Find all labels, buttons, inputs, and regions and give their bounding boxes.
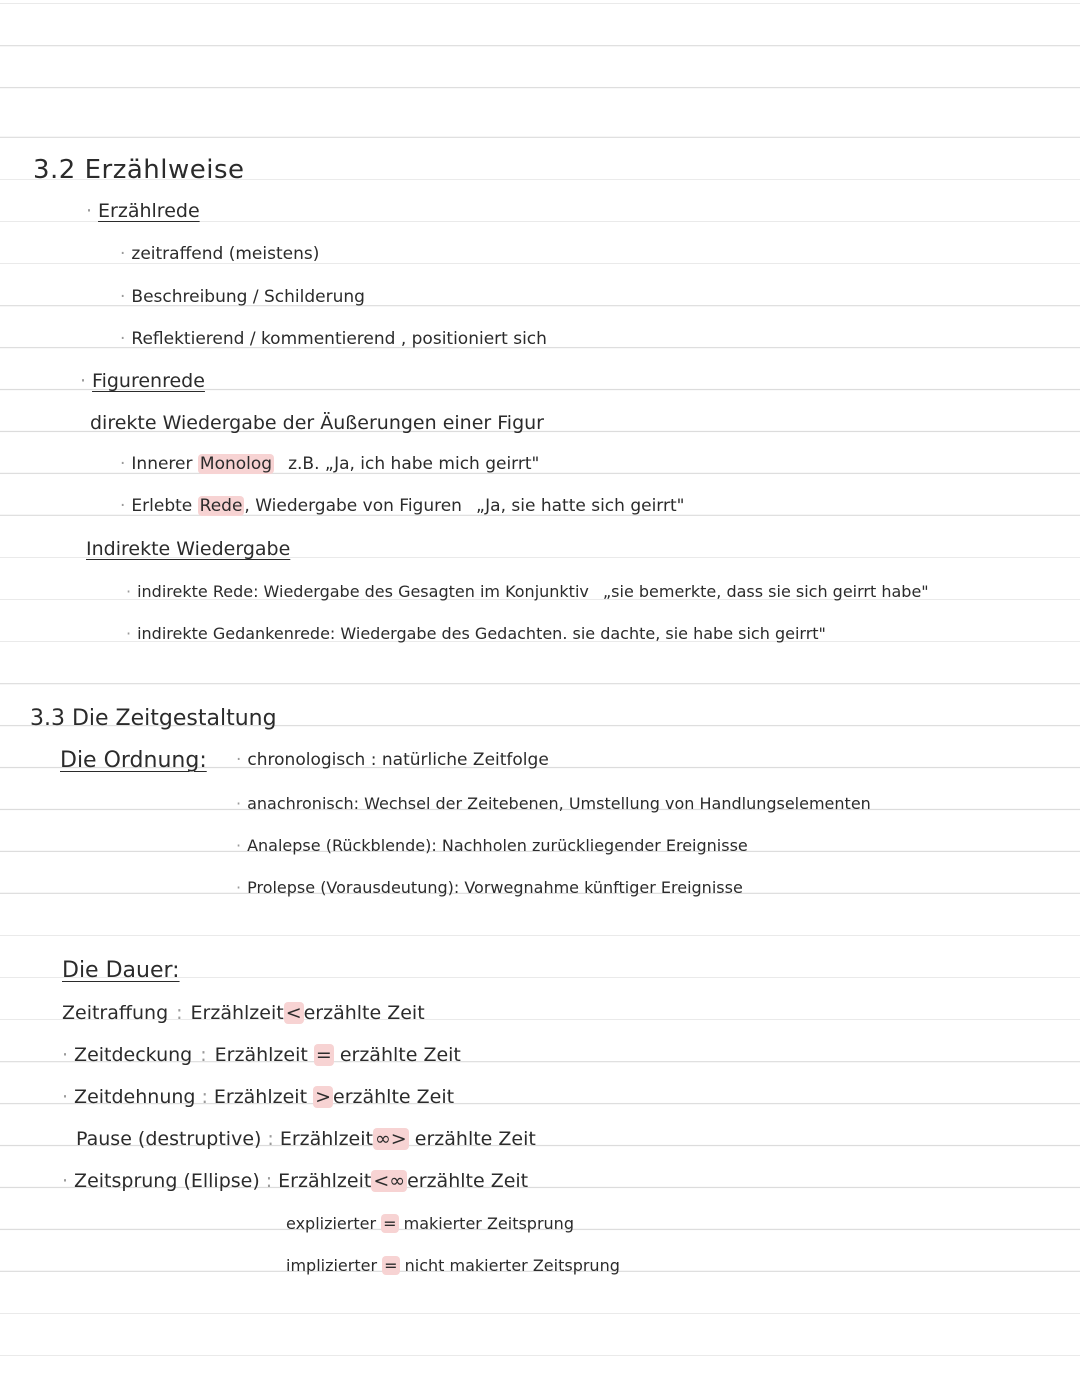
- ordnung-item: · anachronisch: Wechsel der Zeitebenen, Umstellung von Handlungselementen: [236, 794, 871, 813]
- section-title-zeitgestaltung: 3.3 Die Zeitgestaltung: [30, 706, 277, 731]
- innerer-monolog-line: · Innerer Monolog z.B. „Ja, ich habe mich geirrt": [120, 454, 540, 474]
- section-title-erzaehlweise: 3.2 Erzählweise: [33, 155, 245, 185]
- highlight-monolog: Monolog: [199, 454, 273, 474]
- dauer-item: · Zeitdehnung : Erzählzeit > erzählte Zeit: [62, 1086, 455, 1108]
- erzaehlrede-item: · zeitraffend (meistens): [120, 244, 320, 264]
- erzaehlrede-item: · Reflektierend / kommentierend , positioniert sich: [120, 329, 547, 349]
- erzaehlrede-item: · Beschreibung / Schilderung: [120, 287, 365, 307]
- dauer-item: · Zeitsprung (Ellipse) : Erzählzeit <∞ erzählte Zeit: [62, 1170, 529, 1192]
- indirekte-rede-line: · indirekte Rede: Wiedergabe des Gesagten im Konjunktiv „sie bemerkte, dass sie sich geirrt habe": [126, 582, 929, 601]
- dauer-heading: Die Dauer:: [62, 958, 180, 983]
- dauer-item: · Zeitdeckung : Erzählzeit = erzählte Zeit: [62, 1044, 461, 1066]
- ordnung-item: · chronologisch : natürliche Zeitfolge: [236, 750, 549, 770]
- indirekte-wiedergabe-heading: Indirekte Wiedergabe: [86, 538, 291, 560]
- dauer-item: Pause (destruptive) : Erzählzeit ∞> erzählte Zeit: [76, 1128, 536, 1150]
- erzaehlrede-heading: · Erzählrede: [86, 200, 200, 222]
- ordnung-item: · Analepse (Rückblende): Nachholen zurückliegender Ereignisse: [236, 836, 748, 855]
- erlebte-rede-line: · Erlebte Rede , Wiedergabe von Figuren „Ja, sie hatte sich geirrt": [120, 496, 685, 516]
- zeitsprung-note: explizierter = makierter Zeitsprung: [286, 1214, 574, 1233]
- highlight-rede: Rede: [199, 496, 243, 516]
- dauer-item: Zeitraffung : Erzählzeit < erzählte Zeit: [62, 1002, 425, 1024]
- zeitsprung-note: implizierter = nicht makierter Zeitsprung: [286, 1256, 620, 1275]
- ordnung-item: · Prolepse (Vorausdeutung): Vorwegnahme künftiger Ereignisse: [236, 878, 743, 897]
- ordnung-heading: Die Ordnung:: [60, 748, 207, 773]
- figurenrede-heading: · Figurenrede: [80, 370, 205, 392]
- direkte-wiedergabe: direkte Wiedergabe der Äußerungen einer Figur: [90, 412, 544, 434]
- indirekte-gedankenrede-line: · indirekte Gedankenrede: Wiedergabe des Gedachten. sie dachte, sie habe sich geirrt": [126, 624, 826, 643]
